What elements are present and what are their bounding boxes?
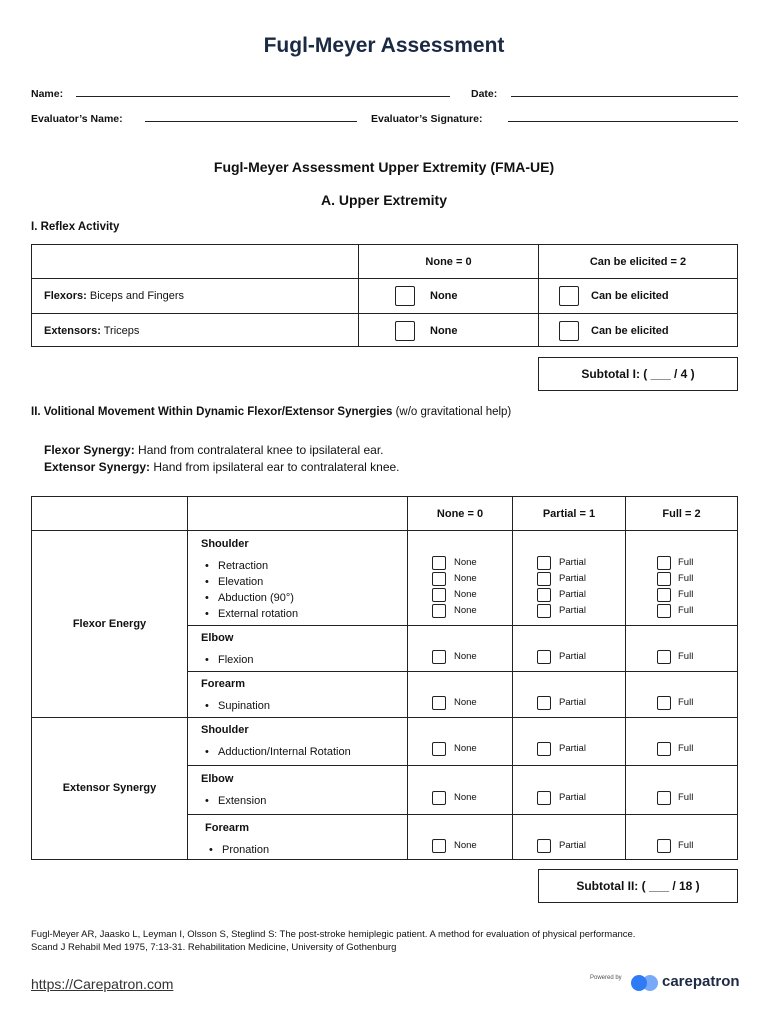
checkbox-partial-9[interactable] (537, 839, 551, 853)
volitional-col-full: Full = 2 (662, 508, 701, 520)
option-label-partial: Partial (559, 605, 586, 616)
flexors-elicited-checkbox[interactable] (559, 286, 579, 306)
block-label-flexor-forearm: Forearm (201, 678, 246, 690)
page-title: Fugl-Meyer Assessment (263, 34, 505, 57)
volitional-section-title: II. Volitional Movement Within Dynamic Flexor/Extensor Synergies (w/o gravitational help) (31, 406, 512, 418)
option-label-none: None (454, 605, 477, 616)
checkbox-full-7[interactable] (657, 742, 671, 756)
block-label-flexor-elbow: Elbow (201, 632, 234, 644)
checkbox-partial-1[interactable] (537, 556, 551, 570)
carepatron-link[interactable]: https://Carepatron.com (31, 976, 174, 992)
checkbox-full-5[interactable] (657, 650, 671, 664)
reflex-row-flexors: Flexors: Biceps and Fingers (44, 290, 185, 302)
option-label-none: None (454, 557, 477, 568)
item-retraction: • Retraction (205, 560, 268, 572)
volitional-col-partial: Partial = 1 (542, 508, 596, 520)
checkbox-partial-3[interactable] (537, 588, 551, 602)
option-label-none: None (454, 792, 477, 803)
option-label-full: Full (678, 743, 694, 754)
flexor-synergy-description: Flexor Synergy: Hand from contralateral knee to ipsilateral ear. (44, 443, 384, 457)
option-label-full: Full (678, 792, 694, 803)
item-adduction-internal-rotation: • Adduction/Internal Rotation (205, 746, 351, 758)
checkbox-partial-6[interactable] (537, 696, 551, 710)
checkbox-none-7[interactable] (432, 742, 446, 756)
checkbox-full-8[interactable] (657, 791, 671, 805)
option-label-full: Full (678, 651, 694, 662)
item-pronation: • Pronation (209, 844, 269, 856)
checkbox-none-3[interactable] (432, 588, 446, 602)
evaluator-name-label: Evaluator’s Name: (31, 113, 123, 125)
block-label-extensor-shoulder: Shoulder (201, 724, 249, 736)
reflex-col-none: None = 0 (425, 256, 472, 268)
date-field[interactable] (511, 96, 738, 97)
extensors-elicited-label: Can be elicited (591, 325, 669, 337)
option-label-partial: Partial (559, 792, 586, 803)
flexors-none-label: None (430, 290, 458, 302)
flexors-elicited-label: Can be elicited (591, 290, 669, 302)
checkbox-none-2[interactable] (432, 572, 446, 586)
subtotal-two[interactable]: Subtotal II: ( ___ / 18 ) (538, 869, 738, 903)
checkbox-partial-2[interactable] (537, 572, 551, 586)
checkbox-full-2[interactable] (657, 572, 671, 586)
checkbox-none-8[interactable] (432, 791, 446, 805)
checkbox-none-1[interactable] (432, 556, 446, 570)
extensors-none-label: None (430, 325, 458, 337)
option-label-partial: Partial (559, 743, 586, 754)
checkbox-full-1[interactable] (657, 556, 671, 570)
evaluator-name-field[interactable] (145, 121, 357, 122)
volitional-table (31, 496, 738, 860)
item-external-rotation: • External rotation (205, 608, 298, 620)
section-heading: A. Upper Extremity (320, 192, 448, 208)
item-extension: • Extension (205, 795, 266, 807)
option-label-none: None (454, 743, 477, 754)
name-field[interactable] (76, 96, 450, 97)
option-label-full: Full (678, 605, 694, 616)
evaluator-signature-label: Evaluator’s Signature: (371, 113, 483, 125)
block-label-extensor-elbow: Elbow (201, 773, 234, 785)
option-label-none: None (454, 573, 477, 584)
checkbox-none-4[interactable] (432, 604, 446, 618)
evaluator-signature-field[interactable] (508, 121, 738, 122)
option-label-none: None (454, 697, 477, 708)
option-label-partial: Partial (559, 589, 586, 600)
checkbox-none-6[interactable] (432, 696, 446, 710)
option-label-full: Full (678, 589, 694, 600)
checkbox-partial-5[interactable] (537, 650, 551, 664)
checkbox-full-4[interactable] (657, 604, 671, 618)
option-label-partial: Partial (559, 557, 586, 568)
option-label-partial: Partial (559, 840, 586, 851)
flexors-none-checkbox[interactable] (395, 286, 415, 306)
extensor-synergy-description: Extensor Synergy: Hand from ipsilateral ear to contralateral knee. (44, 460, 400, 474)
checkbox-partial-7[interactable] (537, 742, 551, 756)
option-label-partial: Partial (559, 697, 586, 708)
item-flexion: • Flexion (205, 654, 253, 666)
assessment-heading: Fugl-Meyer Assessment Upper Extremity (FMA-UE) (213, 159, 555, 175)
item-abduction: • Abduction (90°) (205, 592, 294, 604)
extensors-elicited-checkbox[interactable] (559, 321, 579, 341)
checkbox-partial-4[interactable] (537, 604, 551, 618)
name-label: Name: (31, 88, 64, 100)
date-label: Date: (471, 88, 498, 100)
reflex-col-elicited: Can be elicited = 2 (589, 256, 687, 268)
block-label-extensor-forearm: Forearm (205, 822, 250, 834)
option-label-partial: Partial (559, 573, 586, 584)
item-elevation: • Elevation (205, 576, 263, 588)
carepatron-logo-icon (630, 972, 664, 994)
powered-by-label: Powered by (590, 975, 622, 981)
reference-line-2: Scand J Rehabil Med 1975, 7:13-31. Rehabilitation Medicine, University of Gothenburg (31, 942, 397, 953)
option-label-none: None (454, 589, 477, 600)
option-label-partial: Partial (559, 651, 586, 662)
reference-line-1: Fugl-Meyer AR, Jaasko L, Leyman I, Olsson S, Steglind S: The post-stroke hemiplegic patient. A method for evaluation of physical performance. (31, 929, 636, 940)
checkbox-partial-8[interactable] (537, 791, 551, 805)
option-label-full: Full (678, 840, 694, 851)
checkbox-full-9[interactable] (657, 839, 671, 853)
option-label-full: Full (678, 557, 694, 568)
checkbox-none-5[interactable] (432, 650, 446, 664)
option-label-none: None (454, 840, 477, 851)
extensors-none-checkbox[interactable] (395, 321, 415, 341)
reflex-table (31, 244, 738, 347)
reflex-row-extensors: Extensors: Triceps (44, 325, 140, 337)
option-label-none: None (454, 651, 477, 662)
option-label-full: Full (678, 697, 694, 708)
checkbox-full-6[interactable] (657, 696, 671, 710)
carepatron-brand: carepatron (662, 973, 740, 990)
subtotal-one[interactable]: Subtotal I: ( ___ / 4 ) (538, 357, 738, 391)
reflex-section-title: I. Reflex Activity (31, 221, 120, 233)
option-label-full: Full (678, 573, 694, 584)
checkbox-none-9[interactable] (432, 839, 446, 853)
checkbox-full-3[interactable] (657, 588, 671, 602)
block-label-flexor-shoulder: Shoulder (201, 538, 249, 550)
volitional-col-none: None = 0 (436, 508, 484, 520)
item-supination: • Supination (205, 700, 270, 712)
group-extensor-synergy: Extensor Synergy (62, 782, 157, 794)
group-flexor-energy: Flexor Energy (72, 618, 147, 630)
